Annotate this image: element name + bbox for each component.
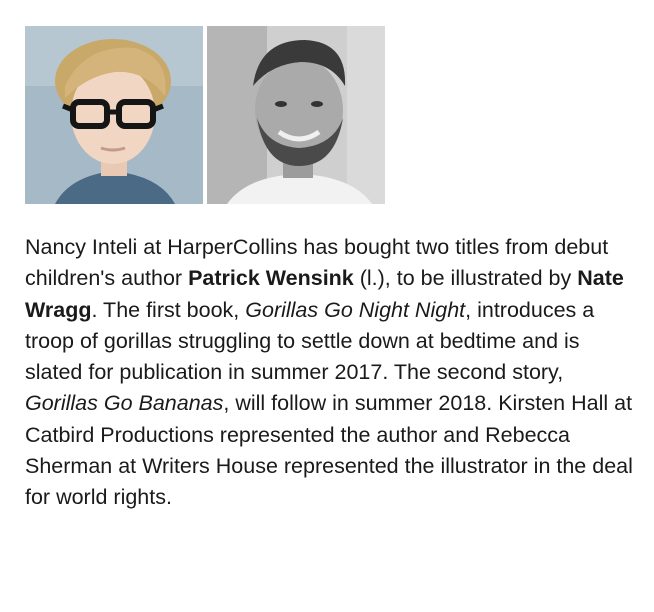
author-portrait-image: [25, 26, 203, 204]
article-text-4: , introduces a troop of gorillas struggling to settle down at bedtime and is slated for publication in summer 2017. The second story,: [25, 297, 595, 385]
book-title-1: Gorillas Go Night Night: [245, 297, 466, 322]
author-photo: [25, 26, 203, 204]
illustrator-portrait-image: [207, 26, 385, 204]
article-text-2: (l.), to be illustrated by: [353, 266, 578, 291]
article-text-5: , will follow in summer 2018. Kirsten Hall at Catbird Productions represented the author and Rebecca Sherman at Writers House represented the illustrator in the deal for world rights.: [25, 391, 633, 510]
illustrator-photo: [207, 26, 385, 204]
photo-row: [25, 26, 385, 204]
book-title-2: Gorillas Go Bananas: [25, 391, 224, 416]
article-text-1: Nancy Inteli at HarperCollins has bought two titles from debut children's author: [25, 235, 609, 291]
article-text: [25, 232, 637, 514]
article-text-3: . The first book,: [91, 297, 246, 322]
illustrator-name: Nate Wragg: [25, 266, 624, 322]
author-name: Patrick Wensink: [188, 266, 354, 291]
